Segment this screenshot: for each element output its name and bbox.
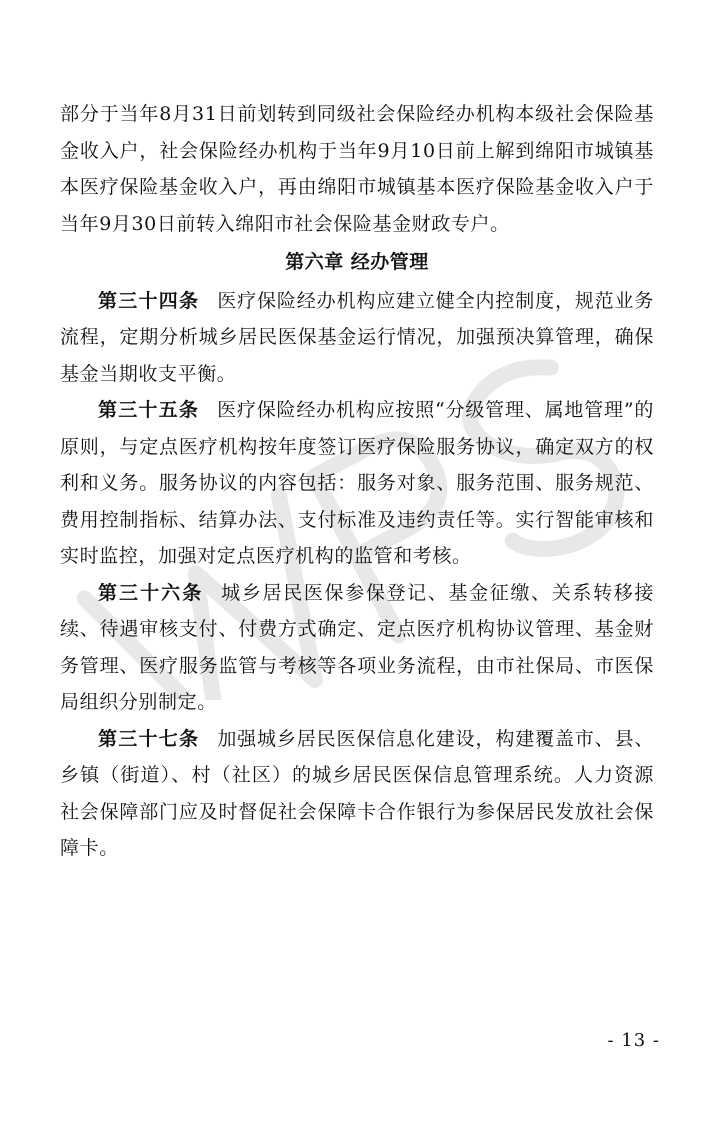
- chapter-title: 第六章 经办管理: [285, 251, 429, 273]
- document-body: [60, 96, 654, 867]
- article-text: 医疗保险经办机构应建立健全内控制度，规范业务流程，定期分析城乡居民医保基金运行情况，加强预决算管理，确保基金当期收支平衡。: [60, 289, 654, 385]
- article-number: 第三十四条: [98, 289, 200, 312]
- article-number: 第三十七条: [98, 727, 200, 750]
- intro-paragraph: 部分于当年8月31日前划转到同级社会保险经办机构本级社会保险基金收入户，社会保险经办机构于当年9月10日前上解到绵阳市城镇基本医疗保险基金收入户，再由绵阳市城镇基本医疗保险基金收入户于当年9月30日前转入绵阳市社会保险基金财政专户。: [60, 103, 654, 235]
- article-text: 加强城乡居民医保信息化建设，构建覆盖市、县、乡镇（街道）、村（社区）的城乡居民医保信息管理系统。人力资源社会保障部门应及时督促社会保障卡合作银行为参保居民发放社会保障卡。: [60, 727, 654, 859]
- article-number: 第三十五条: [98, 399, 200, 421]
- page-number: - 13 -: [607, 1030, 660, 1051]
- article-text: 医疗保险经办机构应按照“分级管理、属地管理”的原则，与定点医疗机构按年度签订医疗保险服务协议，确定双方的权利和义务。服务协议的内容包括：服务对象、服务范围、服务规范、费用控制指标、结算办法、支付标准及违约责任等。实行智能审核和实时监控，加强对定点医疗机构的监管和考核。: [60, 399, 654, 567]
- article-number: 第三十六条: [98, 581, 204, 604]
- article-35: [60, 392, 654, 575]
- article-text: 城乡居民医保参保登记、基金征缴、关系转移接续、待遇审核支付、付费方式确定、定点医疗机构协议管理、基金财务管理、医疗服务监管与考核等各项业务流程，由市社保局、市医保局组织分别制定。: [60, 581, 654, 713]
- article-34: [60, 283, 654, 393]
- article-37: [60, 721, 654, 867]
- article-36: [60, 575, 654, 721]
